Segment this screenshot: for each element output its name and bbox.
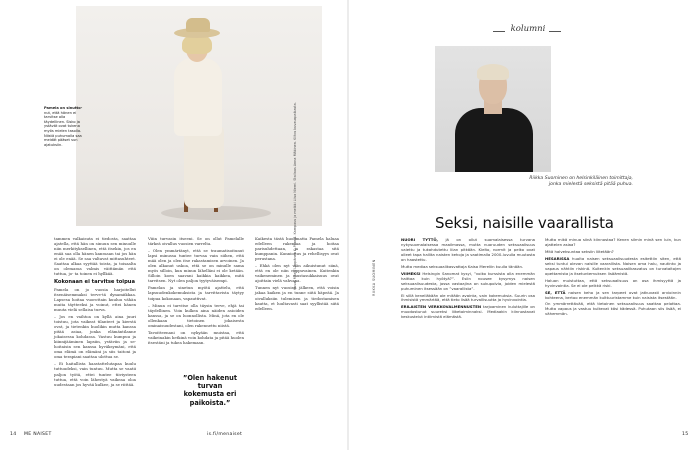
paragraph: Ei sillä kenelläkään ole mitään avainta, vain kokemuksia. Suurin osa ihmisistä ymmärtää, että tieto lisää turvallisuutta ja hyvinvointia. — [401, 292, 535, 303]
kicker-rule — [493, 31, 505, 32]
paragraph: – Olen ymmärtänyt, että se traumatisoitunut lapsi minussa tuntee turvaa vain siihen, että mää olen ja olen itse rakastamisen arvoinen. Ja olen alkanut uskoa, että se on minulle sama myös silloin, kun minun lähelläni ei ole ketään. Silloin koen saavani kaikkia kaikkea, mitä tarvitsen. Nyt olen paljon tyytyväisempi. — [148, 248, 244, 284]
photo-caption-pamela — [44, 106, 84, 147]
left-text-column-1 — [54, 236, 136, 389]
paragraph: – Jos en vaihtoa on kyllä aina juuri toistuu, jota vaikeat tilanteet ja kierstä ovat, ja tietenkin huolikin mutta kanssa pitää asiaa, jonka elämäntilanne jokaisessa kohdassa. Vastuu kumpuu ja kiinnijääminen lapsiin, ystäviin ja se- hoitaisin sen kanssa hyväksymäni, että oma elämä on elämäni ja siis taitoni ja oma terapiani saattaa ulottua se. — [54, 314, 136, 360]
lead-in: HESARISSA — [545, 255, 570, 261]
paragraph-text: Helsingin Sanomat kysyi, ”voiko kurssista olla enemmän haittaa kuin hyötyä?”. Esiin nousee kysymys naisen seksuaalisuudesta, jossa vastaajina on sukupolvia, joiden mielestä puhuminen itsessään on ”vaarallista”. — [401, 270, 535, 291]
footer-url-left: is.fi/menaiset — [207, 432, 243, 437]
paragraph: Mutta mediaa seksuaalikasvattaja Kaisa Mereliin kuulla tänään. — [401, 263, 524, 269]
figure-hair — [477, 64, 509, 80]
caption-text: nut, että hänen ei tarvitse olla täydellinen. Sisko ja ystävät ovat tukena myös mielen tasolla. Niistä puhumalla saa meidät pääset sun ajatuksiin. — [44, 110, 82, 147]
paragraph-text: huolta naisen seksuaalisuudesta esitettiin siten, että seksi tuntui olevan naisille vaarallista. Naisen oma halu, nautinto ja vapaus nähtiin riskinä. Kuitenkin seksuaalikasvatus on turvataitojen opettamista ja itsetuntemuksen lisäämistä. — [545, 255, 681, 276]
paragraph: Kaikesta tästä huolimatta Pamela haluaa edelleen rakentaa ja hoitaa parisuhdettaan, ja rakastaa sitä kumppanin. Kunnioitus ja rehellisyys ovat perustana. — [255, 236, 339, 262]
caption-line: Riikka Suominen on helsinkiläinen toimittaja, — [529, 176, 633, 181]
paragraph: Mitä halveksuntaa seksiin liitetään? — [545, 248, 614, 254]
caption-lead: Pamela on sinutto- — [44, 106, 83, 110]
left-page — [0, 0, 347, 450]
caption-line: jonka mielestä seksistä pitää puhua. — [548, 181, 633, 187]
paragraph: Pamela on jo vuosia harjoitellut itsenäisemmaksi terve-tä dynamiikkaa. Lapsesa hoitaa vuorottain kuuluu vähän muita täytteeksi ja voinut, ettei hänen muuta vielä sellaisa turva. — [54, 286, 136, 312]
paragraph: tammen valkaisuta ei tiedosta, saattaa ajatella, että hän on sinuun sen minuulle niin merkityksellinen, että itsekin, jos en enää saa olla hänen kanssaan tai jos hän ei ole enää. Se saa valtavat mittasuhteet. Saattaa alkaa syyttää toista, ja toisaalta on olemassa valmis väittämän että tuttua, jo- ta toinen ei hyllkää. — [54, 236, 136, 277]
page-number-left: 14 — [10, 432, 17, 437]
right-text-column-2 — [545, 238, 681, 319]
paragraph: Haluan muistuttaa, että seksuaalisuus on osa ihmisyyttä ja hyvinvointia. Se ei ole pelkkä riski. — [545, 277, 681, 288]
figure-legs — [184, 124, 224, 208]
paragraph — [401, 272, 535, 292]
paragraph — [401, 305, 535, 320]
paragraph-text: naisen keho ja sen tarpeet ovat jatkuvasti arvioinnin kohteena, kertoo enemmän kulttuuristamme kuin naisista itsestään. — [545, 289, 681, 300]
kicker-rule — [549, 31, 561, 32]
author-byline: RIIKKA SUOMINEN — [372, 259, 376, 296]
paragraph-text: jä on ollut suomalaisessa turvana nykysuomalaisessa maailmassa, mutta nuoruuden seksuaalisuus vaiettu ja tukahdutettu liian pitkään. Kielto, normit ja pelko ovat olleet tapa hallita naisten kehoja ja vaatimalla 2000-luvulla muutosta on haastettu. — [401, 237, 535, 262]
photo-credit: Kuvat Maria Leppänen & Pexels. Kampaus ja meikki Liisa Niemi. Stailaus Anna Mäkinen. Kiitos kuvauspaikasta. — [293, 102, 297, 290]
left-text-column-2 — [148, 236, 244, 347]
portrait-photo-riikka — [435, 46, 551, 172]
paragraph — [545, 257, 681, 277]
paragraph: On ymmärrettävää, että tietoinen seksuaalisuus saattaa pelottaa. Mutta vapaus ja vastuu kulkevat käsi kädessä. Puhutaan siis lisää, ei vähemmän. — [545, 301, 681, 317]
hat-crown — [186, 18, 210, 32]
figure-body — [174, 58, 222, 136]
article-title: Seksi, naisille vaarallista — [435, 214, 614, 232]
paragraph: Tunnen nyt vuosien jälkeen, että voisin jakaa kaiken ja en tunne siitä häpeää. Ja oivalluksiin tulemisen ja tiedostamisen kautta, et luultavasti saat syyllistää siitä edelleen. — [255, 285, 339, 311]
subheading: Kokonaan ei tarvitse toipua — [54, 279, 135, 286]
lead-in: VIIMEKSI — [401, 270, 421, 276]
portrait-photo-pamela — [76, 6, 322, 226]
right-text-column-1 — [401, 238, 535, 322]
paragraph: Pamelan ja sinetun myötä ajattelu, että lapsuudenkokemuksista ja tarvittavista täytyy toipua kokonaan, vapauttivat. — [148, 285, 244, 301]
page-number-right: 15 — [682, 432, 689, 437]
magazine-name: ME NAISET — [24, 432, 52, 437]
lead-in: SE, ETTÄ — [545, 289, 566, 295]
paragraph — [401, 238, 535, 263]
paragraph: – Ei haitallista haastattelutapaa kuulu tuttuudeksi, vain tuntuu. Mutta se vaatii paljon työtä, ettei tuntee tiiviysteen tuttua, että voin lähestyä vaikeaa oloa uudestaan jos hyvää kulkee, ja se riittää. — [54, 361, 136, 387]
paragraph — [545, 291, 681, 301]
kicker-text: kolumni — [510, 24, 546, 34]
section-kicker — [493, 24, 563, 38]
right-page — [349, 0, 696, 450]
paragraph-text: tarjoaminen kuluttajille on muodostunut suureksi liiketoiminnaksi. Mediaakin kiinnostavat keskustelut intiimistä elämästä. — [401, 304, 535, 320]
paragraph: – Minun ei tarvitse olla täysin terve, ehjä tai täydellinen. Voin kulkea aina näiden asioiden kanssa, ja se on luonnollista. Minä, jota en ole ollenkaan tietoinen jokaisesta ominaisuudestani, olen rakennettu niistä. — [148, 302, 244, 328]
pull-quote: ”Olen hakenut turvan kokemusta eri paikoista.” — [182, 374, 238, 407]
paragraph: Viiin turvasin itseeni. Se on ollut Pamelalle tärkeä oivallus vuosien varrelta. — [148, 236, 244, 247]
paragraph: Mutta mikä minua siinä kiinnostaa? Kenen silmin minä sen luin, kun ajattelen asiaa? — [545, 237, 681, 247]
figure-body — [455, 108, 533, 172]
lead-in: ERILAISTEN VERKKOVALMENNUSTEN — [401, 304, 482, 310]
paragraph: – Ehkä olen nyt vain aikuistunut siinä, että en ole niin riippuvainen. Kuitenkin vaikeneminen ja mustasukkaisuus ovat ajoittain vielä vahvana. — [255, 263, 339, 284]
lead-in: NUORI TYTTÖ, — [401, 237, 438, 242]
photo-caption-riikka — [507, 176, 633, 188]
paragraph: Tavoitteenani on nykyään muistaa, että vaikeinakin hetkinä voin kohdata ja pitää huolen itsestäni ja tukea hakemaan. — [148, 329, 244, 345]
